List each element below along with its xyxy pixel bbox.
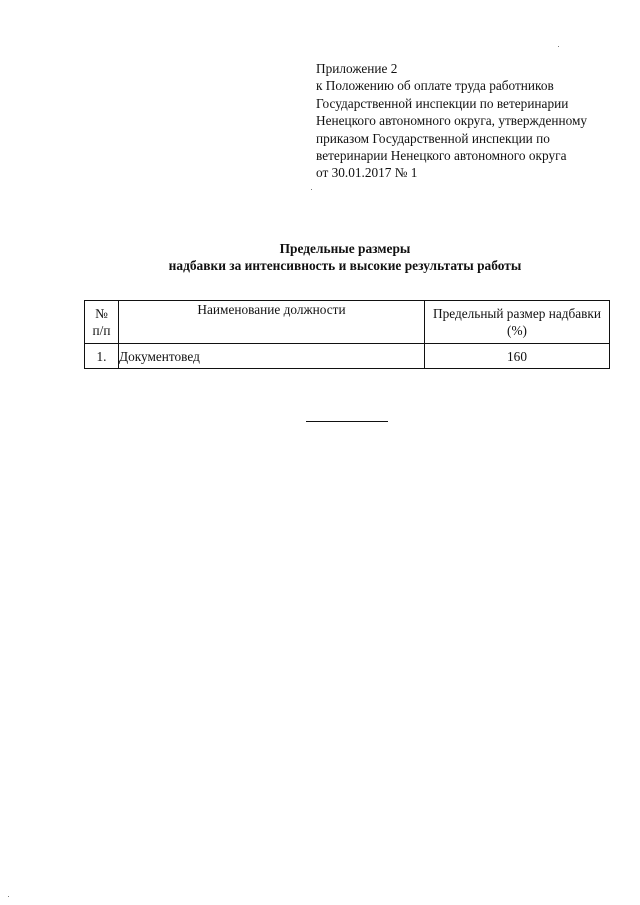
- table-row: [85, 344, 610, 369]
- column-header-limit-unit: (%): [507, 323, 527, 338]
- column-header-position: Наименование должности: [119, 301, 425, 344]
- column-header-number: [85, 301, 119, 344]
- row-limit: 160: [425, 344, 610, 369]
- annex-line: к Положению об оплате труда работников: [316, 78, 554, 94]
- annex-line: Приложение 2: [316, 61, 398, 76]
- closing-separator-line: [306, 421, 388, 422]
- annex-line: Государственной инспекции по ветеринарии: [316, 95, 569, 111]
- annex-line: ветеринарии Ненецкого автономного округа: [316, 148, 567, 164]
- document-subtitle: надбавки за интенсивность и высокие результаты работы: [168, 258, 522, 273]
- column-header-number-symbol: №: [95, 306, 108, 321]
- column-header-number-abbr: п/п: [92, 323, 111, 338]
- bonus-limits-table: [84, 300, 610, 369]
- column-header-limit: [425, 301, 610, 344]
- annex-line: Ненецкого автономного округа, утвержденному: [316, 113, 588, 129]
- document-title: Предельные размеры: [279, 241, 411, 256]
- annex-line: от 30.01.2017 № 1: [316, 165, 418, 181]
- column-header-limit-label: Предельный размер надбавки: [432, 306, 602, 321]
- row-number: 1.: [85, 344, 119, 369]
- row-position: Документовед: [119, 344, 425, 369]
- table-header-row: [85, 301, 610, 344]
- annex-line: приказом Государственной инспекции по: [316, 130, 550, 146]
- annex-block: [316, 60, 616, 182]
